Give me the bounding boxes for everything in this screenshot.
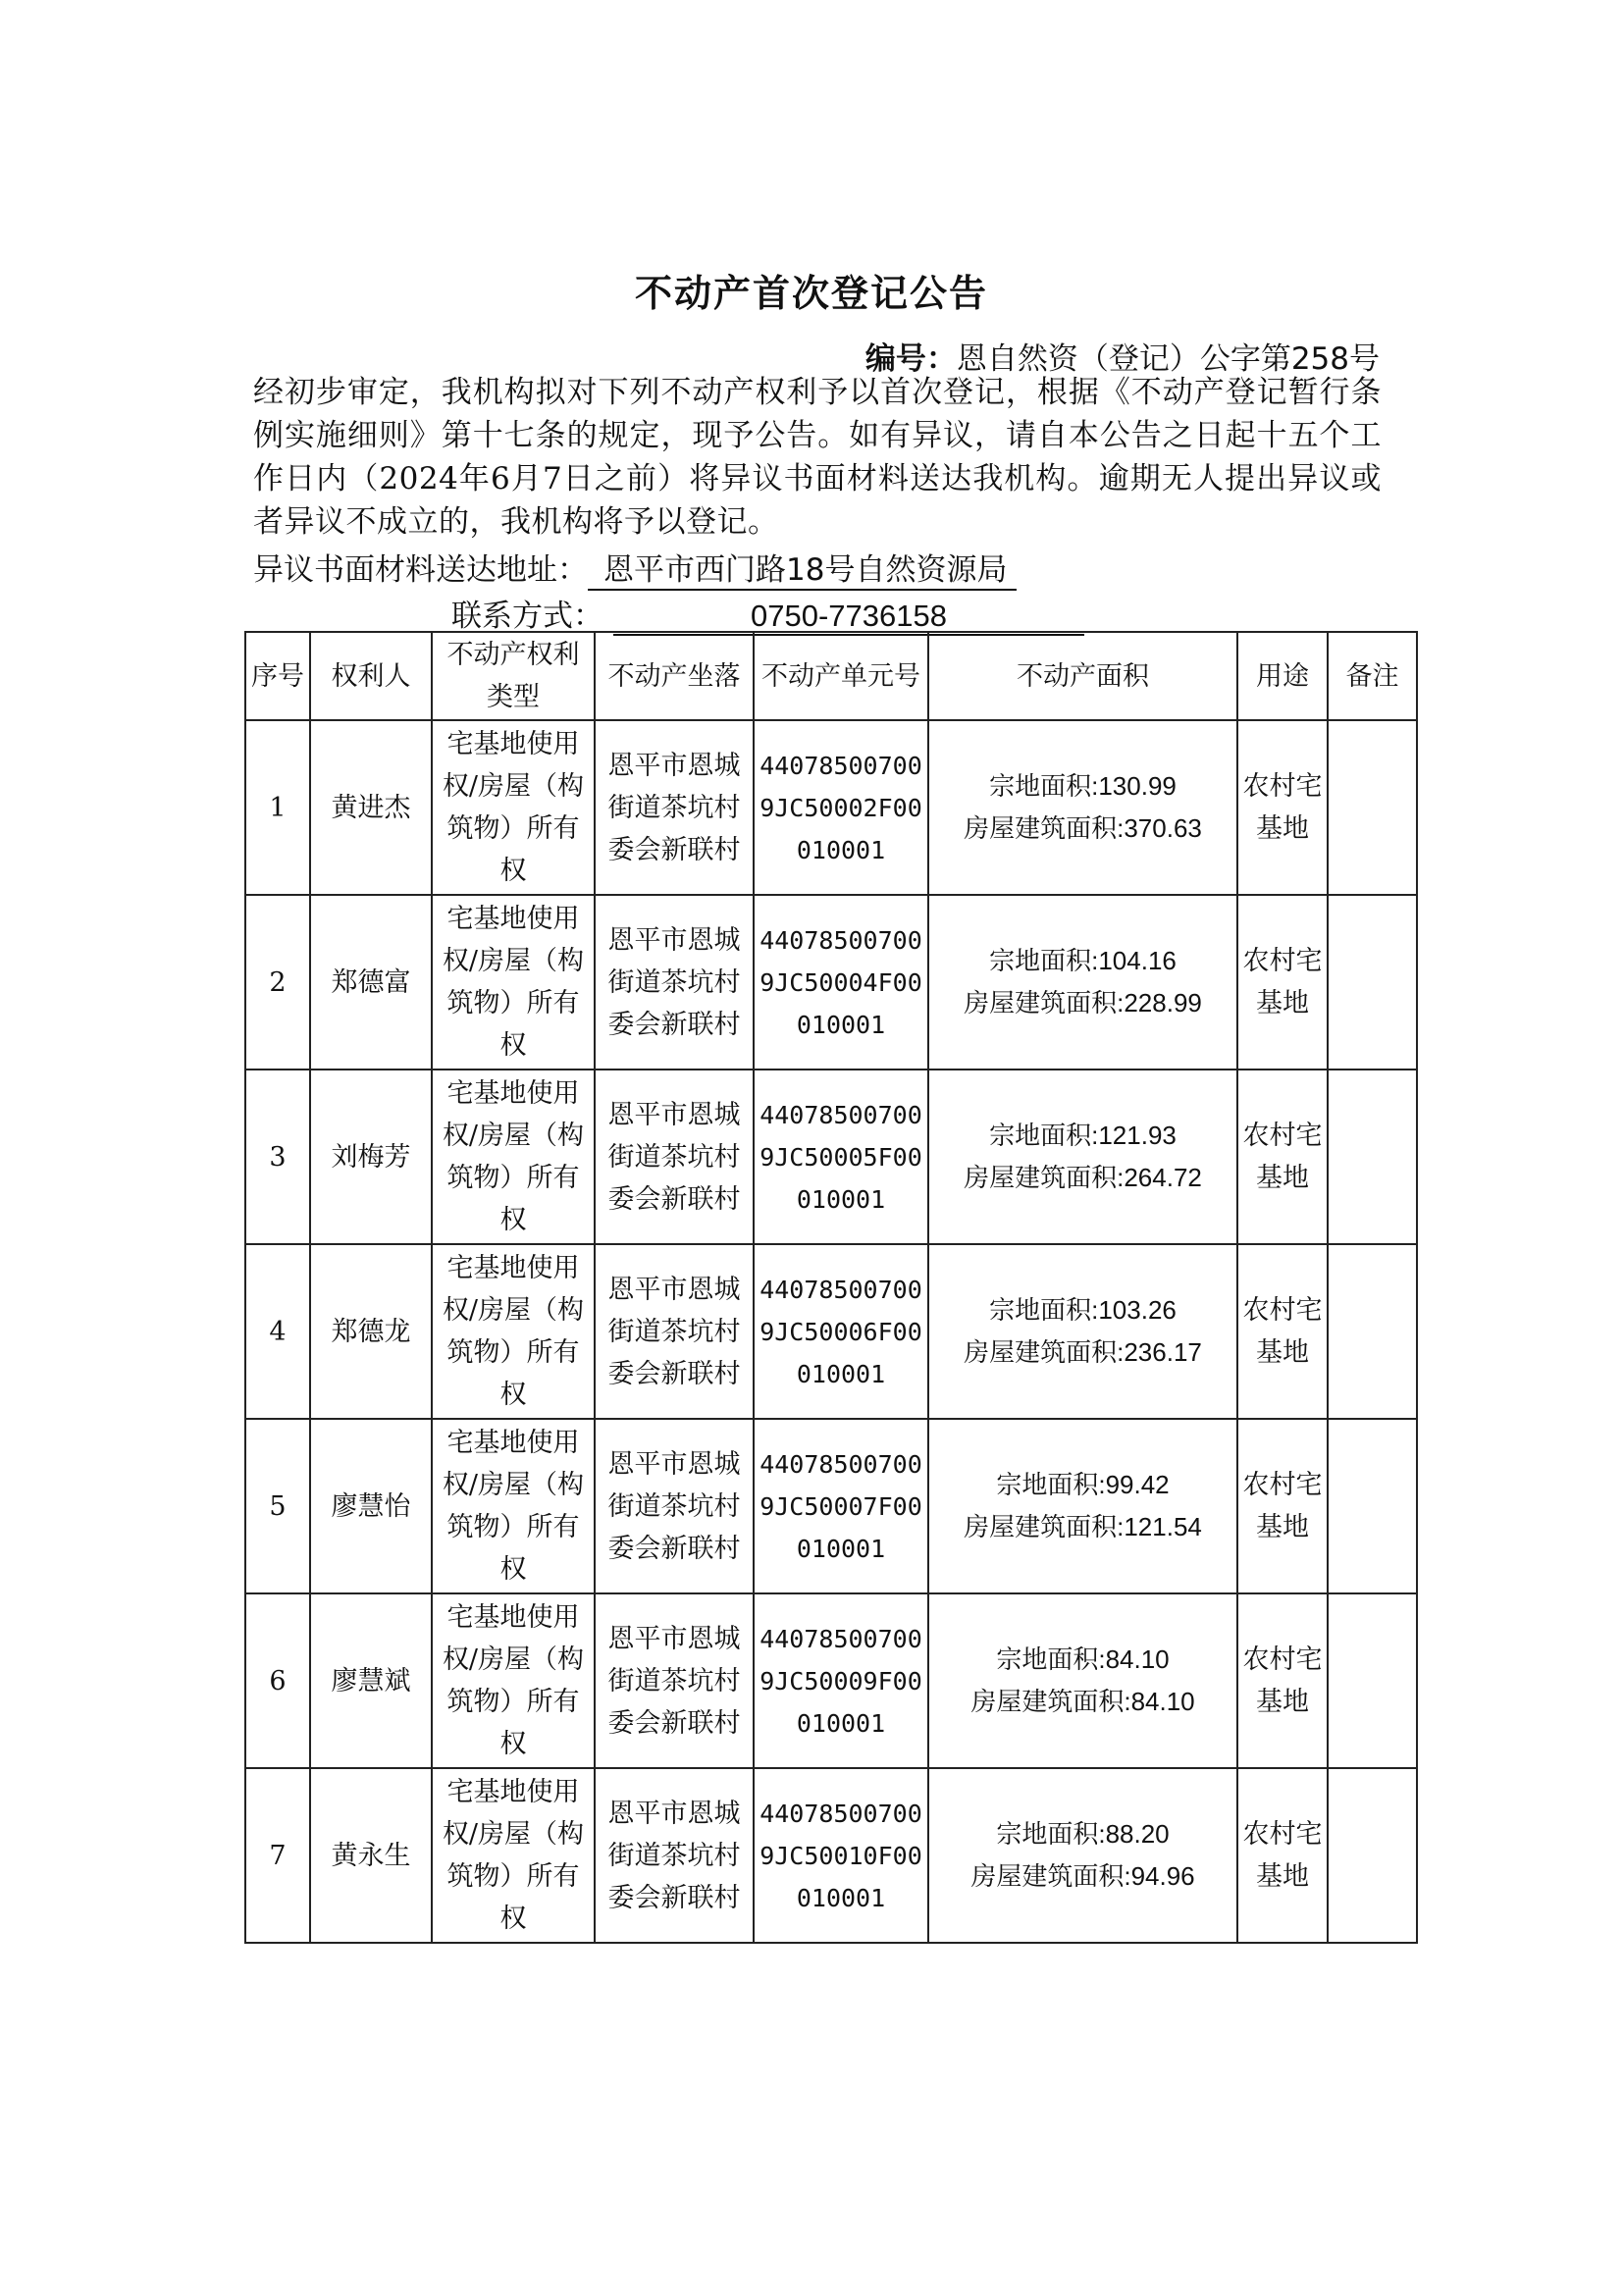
cell-area	[928, 1244, 1237, 1419]
cell-location: 恩平市恩城街道茶坑村委会新联村	[595, 1768, 754, 1943]
land-area: 宗地面积:88.20	[996, 1819, 1170, 1849]
cell-right-type: 宅基地使用权/房屋（构筑物）所有权	[432, 1244, 595, 1419]
table-row	[245, 1593, 1417, 1768]
land-area: 宗地面积:130.99	[989, 771, 1177, 801]
header-right-type: 不动产权利类型	[432, 632, 595, 720]
cell-use: 农村宅基地	[1237, 720, 1328, 895]
land-area: 宗地面积:84.10	[996, 1644, 1170, 1674]
cell-right-type: 宅基地使用权/房屋（构筑物）所有权	[432, 1070, 595, 1244]
land-area: 宗地面积:104.16	[989, 946, 1177, 975]
header-use: 用途	[1237, 632, 1328, 720]
cell-seq: 4	[245, 1244, 310, 1419]
header-seq: 序号	[245, 632, 310, 720]
cell-seq: 3	[245, 1070, 310, 1244]
cell-right-type: 宅基地使用权/房屋（构筑物）所有权	[432, 1593, 595, 1768]
header-holder: 权利人	[310, 632, 432, 720]
header-area: 不动产面积	[928, 632, 1237, 720]
cell-use: 农村宅基地	[1237, 1244, 1328, 1419]
cell-holder: 黄进杰	[310, 720, 432, 895]
table-row	[245, 1070, 1417, 1244]
cell-location: 恩平市恩城街道茶坑村委会新联村	[595, 720, 754, 895]
table-row	[245, 1419, 1417, 1593]
cell-holder: 郑德富	[310, 895, 432, 1070]
building-area: 房屋建筑面积:228.99	[964, 988, 1202, 1018]
registration-table	[244, 631, 1418, 1944]
cell-note	[1328, 1244, 1417, 1419]
building-area: 房屋建筑面积:94.96	[970, 1861, 1195, 1891]
cell-note	[1328, 720, 1417, 895]
objection-address	[253, 545, 1017, 591]
building-area: 房屋建筑面积:264.72	[964, 1163, 1202, 1192]
cell-right-type: 宅基地使用权/房屋（构筑物）所有权	[432, 895, 595, 1070]
cell-right-type: 宅基地使用权/房屋（构筑物）所有权	[432, 1419, 595, 1593]
cell-unit-no: 440785007009JC50006F00010001	[754, 1244, 928, 1419]
cell-location: 恩平市恩城街道茶坑村委会新联村	[595, 895, 754, 1070]
land-area: 宗地面积:103.26	[989, 1295, 1177, 1325]
cell-note	[1328, 1419, 1417, 1593]
cell-unit-no: 440785007009JC50004F00010001	[754, 895, 928, 1070]
cell-unit-no: 440785007009JC50009F00010001	[754, 1593, 928, 1768]
building-area: 房屋建筑面积:84.10	[970, 1687, 1195, 1716]
table-row	[245, 720, 1417, 895]
address-value: 恩平市西门路18号自然资源局	[588, 545, 1017, 591]
cell-holder: 廖慧斌	[310, 1593, 432, 1768]
cell-area	[928, 895, 1237, 1070]
notice-body: 经初步审定，我机构拟对下列不动产权利予以首次登记，根据《不动产登记暂行条例实施细则》第十七条的规定，现予公告。如有异议，请自本公告之日起十五个工作日内（2024年6月7日之前）将异议书面材料送达我机构。逾期无人提出异议或者异议不成立的，我机构将予以登记。	[253, 375, 1382, 540]
cell-note	[1328, 895, 1417, 1070]
contact-value: 0750-7736158	[613, 599, 1084, 636]
table-row	[245, 1244, 1417, 1419]
cell-right-type: 宅基地使用权/房屋（构筑物）所有权	[432, 1768, 595, 1943]
cell-note	[1328, 1768, 1417, 1943]
cell-note	[1328, 1593, 1417, 1768]
building-area: 房屋建筑面积:236.17	[964, 1337, 1202, 1367]
cell-unit-no: 440785007009JC50002F00010001	[754, 720, 928, 895]
cell-note	[1328, 1070, 1417, 1244]
cell-location: 恩平市恩城街道茶坑村委会新联村	[595, 1593, 754, 1768]
cell-area	[928, 720, 1237, 895]
cell-seq: 5	[245, 1419, 310, 1593]
cell-location: 恩平市恩城街道茶坑村委会新联村	[595, 1244, 754, 1419]
cell-holder: 郑德龙	[310, 1244, 432, 1419]
contact-label: 联系方式：	[451, 599, 603, 634]
cell-area	[928, 1593, 1237, 1768]
cell-use: 农村宅基地	[1237, 1768, 1328, 1943]
building-area: 房屋建筑面积:370.63	[964, 813, 1202, 843]
header-note: 备注	[1328, 632, 1417, 720]
contact-info	[451, 591, 1084, 636]
table-header-row	[245, 632, 1417, 720]
cell-use: 农村宅基地	[1237, 895, 1328, 1070]
address-label: 异议书面材料送达地址：	[253, 552, 588, 588]
building-area: 房屋建筑面积:121.54	[964, 1512, 1202, 1541]
cell-holder: 廖慧怡	[310, 1419, 432, 1593]
table-row	[245, 895, 1417, 1070]
cell-location: 恩平市恩城街道茶坑村委会新联村	[595, 1070, 754, 1244]
document-number-value: 恩自然资（登记）公字第258号	[956, 341, 1380, 377]
cell-location: 恩平市恩城街道茶坑村委会新联村	[595, 1419, 754, 1593]
document-title: 不动产首次登记公告	[634, 272, 988, 315]
cell-use: 农村宅基地	[1237, 1593, 1328, 1768]
cell-area	[928, 1070, 1237, 1244]
cell-unit-no: 440785007009JC50010F00010001	[754, 1768, 928, 1943]
cell-seq: 2	[245, 895, 310, 1070]
cell-unit-no: 440785007009JC50007F00010001	[754, 1419, 928, 1593]
cell-seq: 6	[245, 1593, 310, 1768]
table-row	[245, 1768, 1417, 1943]
cell-holder: 刘梅芳	[310, 1070, 432, 1244]
cell-seq: 1	[245, 720, 310, 895]
document-number-label: 编号：	[864, 341, 957, 377]
land-area: 宗地面积:121.93	[989, 1121, 1177, 1150]
cell-use: 农村宅基地	[1237, 1419, 1328, 1593]
land-area: 宗地面积:99.42	[996, 1470, 1170, 1499]
cell-seq: 7	[245, 1768, 310, 1943]
cell-area	[928, 1768, 1237, 1943]
cell-area	[928, 1419, 1237, 1593]
header-unit-no: 不动产单元号	[754, 632, 928, 720]
cell-right-type: 宅基地使用权/房屋（构筑物）所有权	[432, 720, 595, 895]
header-location: 不动产坐落	[595, 632, 754, 720]
cell-use: 农村宅基地	[1237, 1070, 1328, 1244]
cell-holder: 黄永生	[310, 1768, 432, 1943]
cell-unit-no: 440785007009JC50005F00010001	[754, 1070, 928, 1244]
